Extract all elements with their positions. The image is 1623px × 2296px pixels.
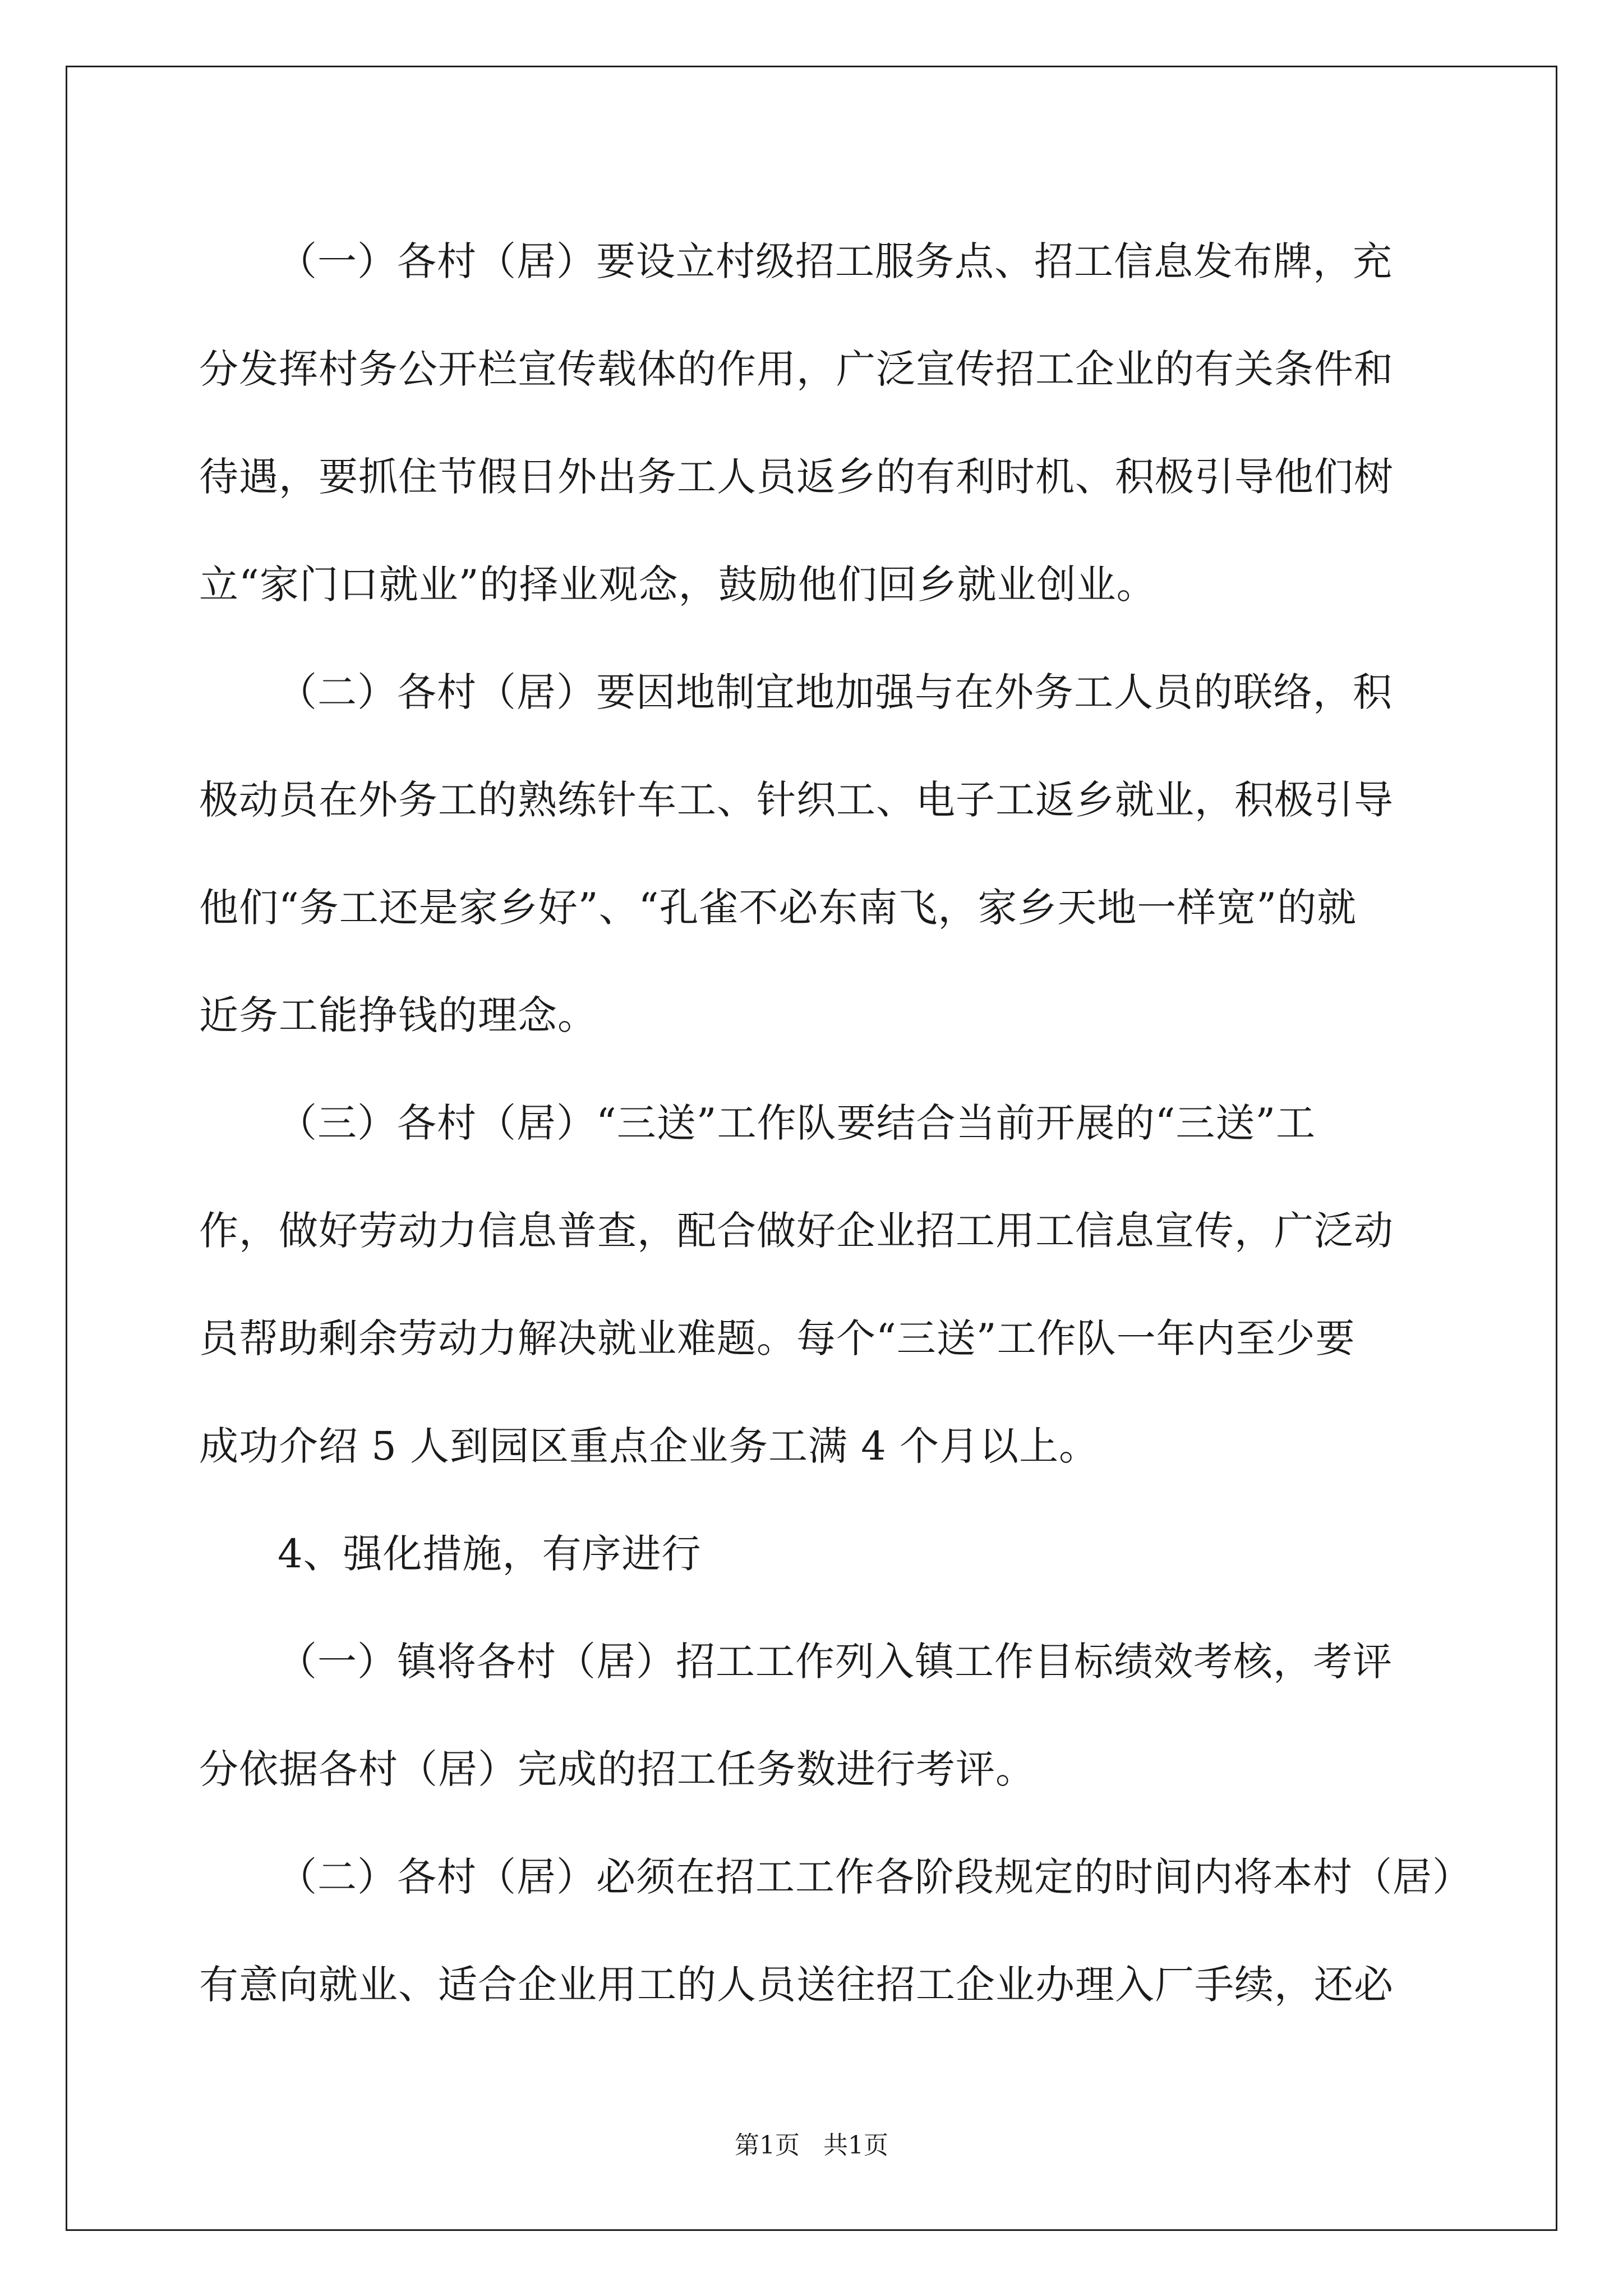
- text-line: （一）镇将各村（居）招工工作列入镇工作目标绩效考核，考评: [278, 1639, 1393, 1685]
- text-line: 极动员在外务工的熟练针车工、针织工、电子工返乡就业，积极引导: [199, 777, 1394, 823]
- text-line: 成功介绍 5 人到园区重点企业务工满 4 个月以上。: [199, 1423, 1099, 1469]
- text-line: 近务工能挣钱的理念。: [199, 992, 597, 1038]
- text-line: （一）各村（居）要设立村级招工服务点、招工信息发布牌，充: [278, 238, 1393, 284]
- page-number: 第1页 共1页: [735, 2131, 888, 2160]
- text-line: 员帮助剩余劳动力解决就业难题。每个“三送”工作队一年内至少要: [199, 1315, 1355, 1361]
- text-line: 他们“务工还是家乡好”、“孔雀不必东南飞，家乡天地一样宽”的就: [199, 885, 1357, 931]
- text-line: 待遇，要抓住节假日外出务工人员返乡的有利时机、积极引导他们树: [199, 454, 1394, 500]
- document-body: [199, 208, 1472, 2039]
- text-line: （二）各村（居）要因地制宜地加强与在外务工人员的联络，积: [278, 669, 1393, 715]
- text-line: 作，做好劳动力信息普查，配合做好企业招工用工信息宣传，广泛动: [199, 1208, 1394, 1254]
- text-line: 有意向就业、适合企业用工的人员送往招工企业办理入厂手续，还必: [199, 1962, 1394, 2008]
- text-line: （二）各村（居）必须在招工工作各阶段规定的时间内将本村（居）: [278, 1854, 1472, 1900]
- text-line: 分依据各村（居）完成的招工任务数进行考评。: [199, 1746, 1035, 1792]
- text-line: 立“家门口就业”的择业观念，鼓励他们回乡就业创业。: [199, 562, 1156, 608]
- text-line: 分发挥村务公开栏宣传载体的作用，广泛宣传招工企业的有关条件和: [199, 346, 1394, 392]
- section-heading: 4、强化措施，有序进行: [278, 1531, 702, 1577]
- text-line: （三）各村（居）“三送”工作队要结合当前开展的“三送”工: [278, 1100, 1316, 1146]
